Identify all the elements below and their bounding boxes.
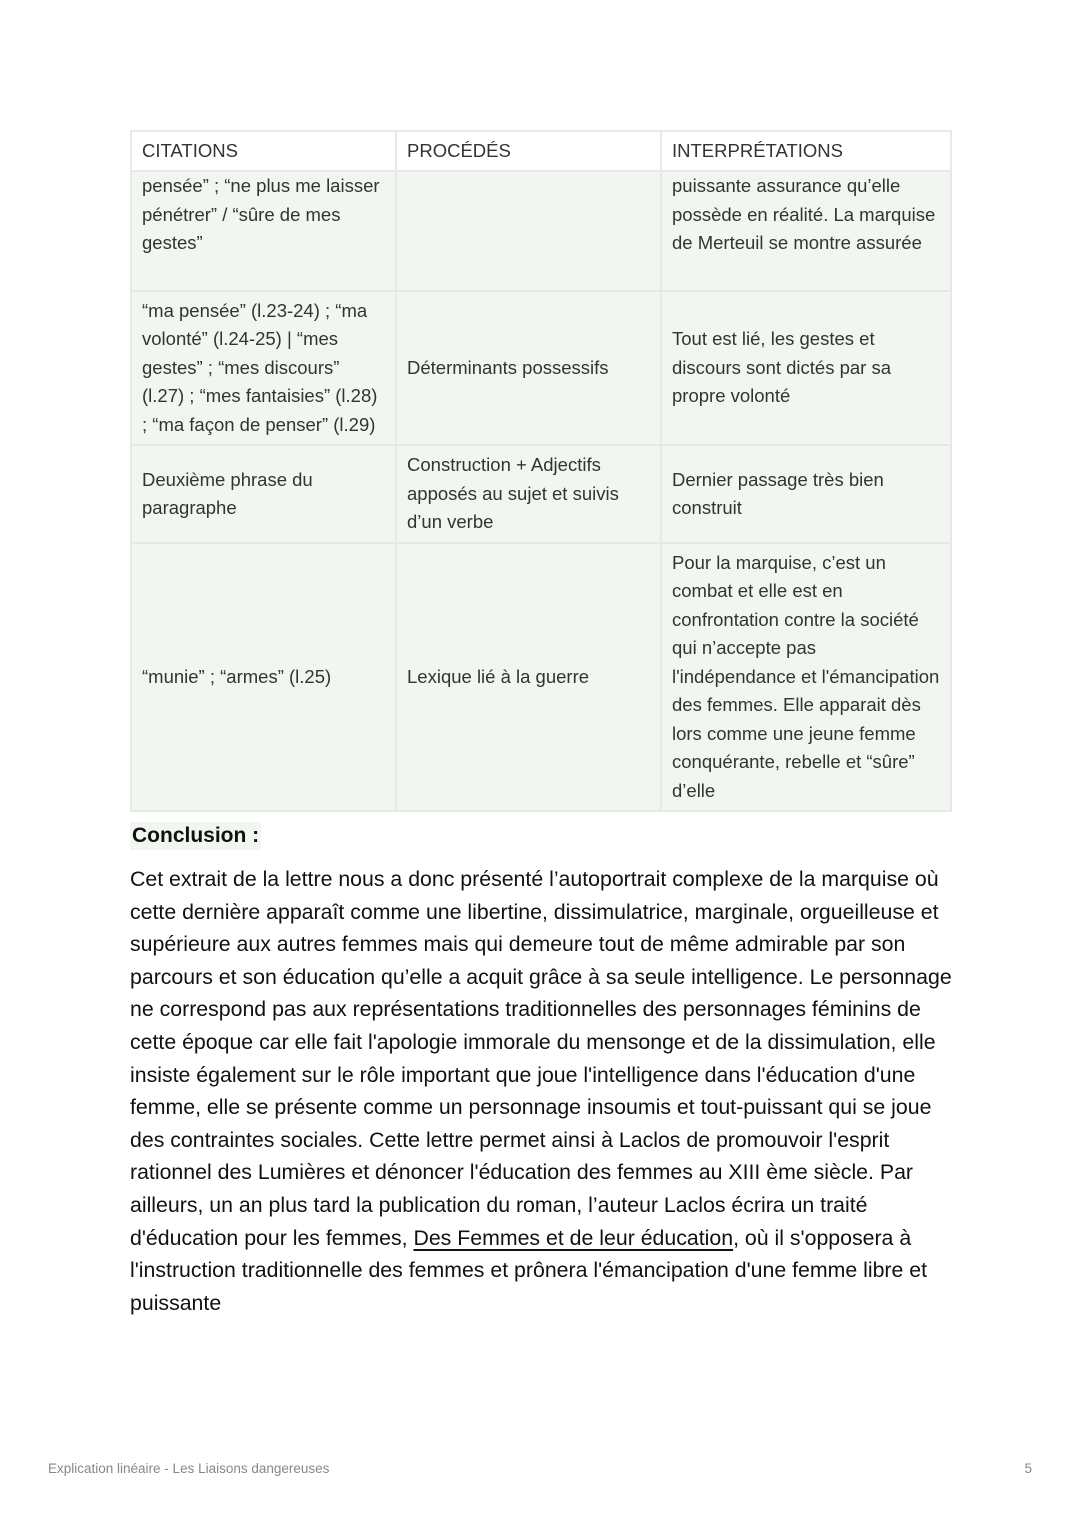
procede-cell [396, 171, 661, 291]
conclusion-text-start: Cet extrait de la lettre nous a donc présenté l’autoportrait complexe de la marquise où cette dernière apparaît comme une libertine, dissimulatrice, marginale, orgueilleuse et supérieure aux autres femmes mais qui demeure tout de même admirable par son parcours et son éducation qu’elle a acquit grâce à sa seule intelligence. Le personnage ne correspond pas aux représentations traditionnelles des personnages féminins de cette époque car elle fait l'apologie immorale du mensonge et de la dissimulation, elle insiste également sur le rôle important que joue l'intelligence dans l'éducation d'une femme, elle se présente comme un personnage insoumis et tout-puissant qui se joue des contraintes sociales. Cette lettre permet ainsi à Laclos de promouvoir l'esprit rationnel des Lumières et dénoncer l'éducation des femmes au XIII ème siècle. Par ailleurs, un an plus tard la publication du roman, l’auteur Laclos écrira un traité d'éducation pour les femmes, [130, 867, 952, 1250]
table-header-row [131, 131, 951, 171]
procede-cell: Construction + Adjectifs apposés au sujet et suivis d’un verbe [396, 445, 661, 543]
table-row [131, 171, 951, 291]
interpretation-cell: Tout est lié, les gestes et discours sont dictés par sa propre volonté [661, 291, 951, 445]
table-row [131, 445, 951, 543]
header-interpretations: INTERPRÉTATIONS [661, 131, 951, 171]
conclusion-heading: Conclusion : [130, 822, 261, 850]
header-procedes: PROCÉDÉS [396, 131, 661, 171]
header-citations: CITATIONS [131, 131, 396, 171]
table-row [131, 291, 951, 445]
table-row [131, 543, 951, 811]
procede-cell: Lexique lié à la guerre [396, 543, 661, 811]
procede-cell: Déterminants possessifs [396, 291, 661, 445]
citation-cell: “ma pensée” (l.23-24) ; “ma volonté” (l.24-25) | “mes gestes” ; “mes discours” (l.27) ; “mes fantaisies” (l.28) ; “ma façon de penser” (l.29) [131, 291, 396, 445]
interpretation-cell: Pour la marquise, c’est un combat et elle est en confrontation contre la société qui n’accepte pas l'indépendance et l'émancipation des femmes. Elle apparait dès lors comme une jeune femme conquérante, rebelle et “sûre” d’elle [661, 543, 951, 811]
analysis-table [130, 130, 952, 812]
interpretation-cell: puissante assurance qu’elle possède en réalité. La marquise de Merteuil se montre assurée [661, 171, 951, 291]
interpretation-cell: Dernier passage très bien construit [661, 445, 951, 543]
citation-cell: “munie” ; “armes” (l.25) [131, 543, 396, 811]
book-title: Des Femmes et de leur éducation [413, 1225, 734, 1250]
footer-document-title: Explication linéaire - Les Liaisons dangereuses [48, 1461, 330, 1476]
footer-page-number: 5 [1024, 1461, 1032, 1476]
citation-cell: Deuxième phrase du paragraphe [131, 445, 396, 543]
conclusion-text-end: , où il s'opposera à l'instruction traditionnelle des femmes et prônera l'émancipation d'une femme libre et puissante [130, 1225, 928, 1315]
citation-cell: pensée” ; “ne plus me laisser pénétrer” / “sûre de mes gestes” [131, 171, 396, 291]
conclusion-paragraph [130, 863, 960, 1319]
